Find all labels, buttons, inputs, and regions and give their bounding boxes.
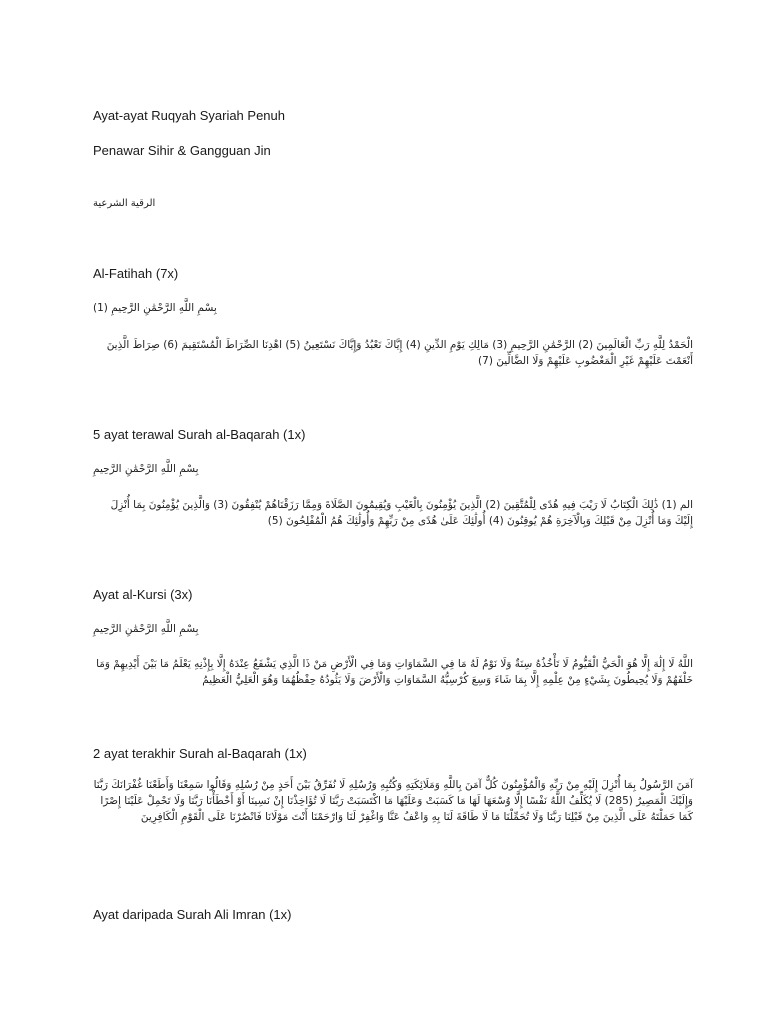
basmalah-fatihah: بِسْمِ اللَّهِ الرَّحْمَٰنِ الرَّحِيمِ (1) bbox=[93, 302, 217, 314]
document-title: Ayat-ayat Ruqyah Syariah Penuh bbox=[93, 108, 285, 123]
section-heading-baqarah-first: 5 ayat terawal Surah al-Baqarah (1x) bbox=[93, 427, 306, 442]
section-heading-kursi: Ayat al-Kursi (3x) bbox=[93, 587, 193, 602]
verses-baqarah-last: آمَنَ الرَّسُولُ بِمَا أُنْزِلَ إِلَيْهِ مِنْ رَبِّهِ وَالْمُؤْمِنُونَ كُلٌّ آمَنَ بِاللَّهِ وَمَلَائِكَتِهِ وَكُتُبِهِ وَرُسُلِهِ لَا نُفَرِّقُ بَيْنَ أَحَدٍ مِنْ رُسُلِهِ وَقَالُوا سَمِعْنَا وَأَطَعْنَا غُفْرَانَكَ رَبَّنَا وَإِلَيْكَ الْمَصِيرُ (285) لَا يُكَلِّفُ اللَّهُ نَفْسًا إِلَّا وُسْعَهَا لَهَا مَا كَسَبَتْ وَعَلَيْهَا مَا اكْتَسَبَتْ رَبَّنَا لَا تُؤَاخِذْنَا إِنْ نَسِينَا أَوْ أَخْطَأْنَا رَبَّنَا وَلَا تَحْمِلْ عَلَيْنَا إِصْرًا كَمَا حَمَلْتَهُ عَلَى الَّذِينَ مِنْ قَبْلِنَا رَبَّنَا وَلَا تُحَمِّلْنَا مَا لَا طَاقَةَ لَنَا بِهِ وَاعْفُ عَنَّا وَاغْفِرْ لَنَا وَارْحَمْنَا أَنْتَ مَوْلَانَا فَانْصُرْنَا عَلَى الْقَوْمِ الْكَافِرِينَ bbox=[93, 779, 693, 823]
verses-fatihah: الْحَمْدُ لِلَّهِ رَبِّ الْعَالَمِينَ (2) الرَّحْمَٰنِ الرَّحِيمِ (3) مَالِكِ يَوْمِ الدِّينِ (4) إِيَّاكَ نَعْبُدُ وَإِيَّاكَ نَسْتَعِينُ (5) اهْدِنَا الصِّرَاطَ الْمُسْتَقِيمَ (6) صِرَاطَ الَّذِينَ أَنْعَمْتَ عَلَيْهِمْ غَيْرِ الْمَغْضُوبِ عَلَيْهِمْ وَلَا الضَّالِّينَ (7) bbox=[106, 339, 693, 367]
section-heading-fatihah: Al-Fatihah (7x) bbox=[93, 266, 179, 281]
basmalah-baqarah-first: بِسْمِ اللَّهِ الرَّحْمَٰنِ الرَّحِيمِ bbox=[93, 463, 199, 475]
basmalah-kursi: بِسْمِ اللَّهِ الرَّحْمَٰنِ الرَّحِيمِ bbox=[93, 623, 199, 635]
verses-kursi: اللَّهُ لَا إِلَٰهَ إِلَّا هُوَ الْحَيُّ الْقَيُّومُ لَا تَأْخُذُهُ سِنَةٌ وَلَا نَوْمٌ لَهُ مَا فِي السَّمَاوَاتِ وَمَا فِي الْأَرْضِ مَنْ ذَا الَّذِي يَشْفَعُ عِنْدَهُ إِلَّا بِإِذْنِهِ يَعْلَمُ مَا بَيْنَ أَيْدِيهِمْ وَمَا خَلْفَهُمْ وَلَا يُحِيطُونَ بِشَيْءٍ مِنْ عِلْمِهِ إِلَّا بِمَا شَاءَ وَسِعَ كُرْسِيُّهُ السَّمَاوَاتِ وَالْأَرْضَ وَلَا يَئُودُهُ حِفْظُهُمَا وَهُوَ الْعَلِيُّ الْعَظِيمُ bbox=[96, 658, 693, 686]
arabic-heading: الرقية الشرعية bbox=[93, 198, 156, 209]
section-heading-baqarah-last: 2 ayat terakhir Surah al-Baqarah (1x) bbox=[93, 746, 307, 761]
verses-baqarah-first: الم (1) ذَٰلِكَ الْكِتَابُ لَا رَيْبَ فِيهِ هُدًى لِلْمُتَّقِينَ (2) الَّذِينَ يُؤْمِنُونَ بِالْغَيْبِ وَيُقِيمُونَ الصَّلَاةَ وَمِمَّا رَزَقْنَاهُمْ يُنْفِقُونَ (3) وَالَّذِينَ يُؤْمِنُونَ بِمَا أُنْزِلَ إِلَيْكَ وَمَا أُنْزِلَ مِنْ قَبْلِكَ وَبِالْآخِرَةِ هُمْ يُوقِنُونَ (4) أُولَٰئِكَ عَلَىٰ هُدًى مِنْ رَبِّهِمْ وَأُولَٰئِكَ هُمُ الْمُفْلِحُونَ (5) bbox=[110, 499, 693, 527]
document-subtitle: Penawar Sihir & Gangguan Jin bbox=[93, 143, 271, 158]
section-heading-ali-imran: Ayat daripada Surah Ali Imran (1x) bbox=[93, 907, 292, 922]
